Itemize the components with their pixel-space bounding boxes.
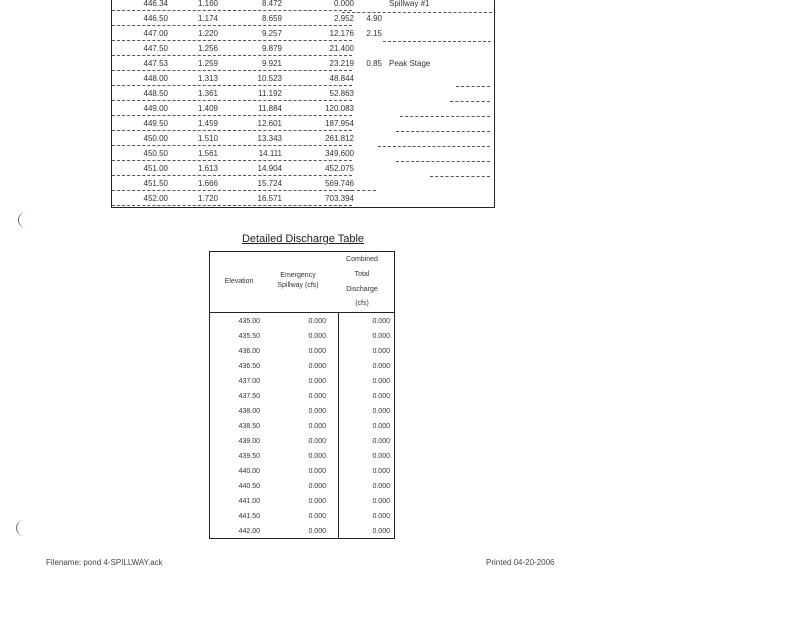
cell-total-discharge: 0.000: [372, 318, 390, 325]
cell-col2: 13.343: [257, 134, 282, 143]
detailed-table-title: Detailed Discharge Table: [241, 233, 365, 245]
scan-line: [430, 176, 490, 177]
cell-spillway: 0.000: [308, 318, 326, 325]
cell-col1: 1.220: [197, 29, 218, 38]
table-row: [112, 131, 494, 146]
cell-spillway: 0.000: [308, 393, 326, 400]
table-row: [112, 146, 494, 161]
cell-col2: 11.884: [258, 104, 282, 113]
cell-col3: 2.952: [333, 14, 354, 23]
table-row: [112, 86, 494, 101]
cell-spillway: 0.000: [308, 483, 326, 490]
cell-col3: 120.083: [325, 104, 354, 113]
cell-spillway: 0.000: [308, 363, 326, 370]
cell-col1: 1.409: [197, 104, 218, 113]
cell-elevation: 435.00: [238, 318, 260, 325]
cell-elevation: 437.00: [238, 378, 260, 385]
cell-col1: 1.259: [197, 59, 218, 68]
header-combined-4: (cfs): [355, 300, 369, 307]
cell-elevation: 449.00: [143, 104, 168, 113]
cell-col1: 1.720: [197, 194, 218, 203]
cell-spillway: 0.000: [308, 438, 326, 445]
cell-elevation: 451.00: [143, 164, 168, 173]
table-row: [112, 0, 494, 11]
cell-col3: 569.746: [325, 179, 354, 188]
cell-note-text: Spillway #1: [389, 0, 430, 8]
scan-line: [450, 101, 490, 102]
table-row: [112, 56, 494, 71]
scan-line: [396, 131, 490, 132]
cell-elevation: 441.00: [238, 498, 260, 505]
cell-col2: 8.472: [261, 0, 282, 8]
cell-spillway: 0.000: [308, 528, 326, 535]
table-row: [112, 26, 494, 41]
punch-hole-mark: [18, 212, 33, 228]
cell-note-text: Peak Stage: [389, 59, 431, 68]
table-header: [210, 252, 394, 313]
cell-col2: 14.904: [257, 164, 282, 173]
cell-spillway: 0.000: [308, 453, 326, 460]
cell-col2: 9.879: [261, 44, 282, 53]
table-row: [112, 161, 494, 176]
table-row: [210, 404, 394, 419]
cell-elevation: 435.50: [238, 333, 260, 340]
scan-line: [456, 86, 490, 87]
cell-elevation: 441.50: [238, 513, 260, 520]
cell-elevation: 449.50: [143, 119, 168, 128]
cell-total-discharge: 0.000: [372, 348, 390, 355]
cell-elevation: 440.50: [238, 483, 260, 490]
cell-elevation: 447.00: [143, 29, 168, 38]
table-row: [112, 11, 494, 26]
cell-total-discharge: 0.000: [372, 513, 390, 520]
cell-elevation: 438.00: [238, 408, 260, 415]
cell-spillway: 0.000: [308, 468, 326, 475]
cell-col1: 1.313: [197, 74, 218, 83]
cell-col3: 52.863: [329, 89, 354, 98]
table-row: [210, 389, 394, 404]
cell-spillway: 0.000: [308, 408, 326, 415]
cell-spillway: 0.000: [308, 423, 326, 430]
footer-filename: Filename: pond 4-SPILLWAY.ack: [46, 558, 163, 567]
table-row: [210, 449, 394, 464]
cell-col2: 9.921: [261, 59, 282, 68]
cell-total-discharge: 0.000: [372, 423, 390, 430]
header-combined-1: Combined: [346, 256, 378, 263]
cell-spillway: 0.000: [308, 348, 326, 355]
cell-elevation: 436.50: [238, 363, 260, 370]
cell-col2: 12.601: [257, 119, 282, 128]
cell-total-discharge: 0.000: [372, 498, 390, 505]
cell-spillway: 0.000: [308, 513, 326, 520]
table-row: [210, 494, 394, 509]
table-row: [210, 464, 394, 479]
header-elevation: Elevation: [224, 278, 254, 285]
cell-col1: 1.666: [197, 179, 218, 188]
cell-col1: 1.613: [197, 164, 218, 173]
detailed-discharge-table: [209, 251, 395, 539]
cell-col1: 1.361: [197, 89, 218, 98]
cell-col1: 1.174: [197, 14, 218, 23]
cell-elevation: 439.50: [238, 453, 260, 460]
table-row: [112, 176, 494, 191]
cell-elevation: 450.00: [143, 134, 168, 143]
cell-col2: 11.192: [258, 89, 282, 98]
cell-elevation: 442.00: [238, 528, 260, 535]
table-row: [210, 344, 394, 359]
cell-col3: 452.075: [325, 164, 354, 173]
cell-elevation: 437.50: [238, 393, 260, 400]
header-combined-2: Total: [354, 271, 370, 278]
cell-col2: 14.111: [258, 149, 282, 158]
cell-col1: 1.510: [197, 134, 218, 143]
cell-col2: 15.724: [257, 179, 282, 188]
cell-total-discharge: 0.000: [372, 333, 390, 340]
cell-spillway: 0.000: [308, 378, 326, 385]
cell-col3: 21.400: [329, 44, 354, 53]
cell-note-value: 0.85: [366, 59, 382, 68]
scan-line: [400, 116, 490, 117]
cell-total-discharge: 0.000: [372, 378, 390, 385]
scan-line: [346, 190, 376, 191]
table-row: [210, 374, 394, 389]
scan-line: [342, 12, 492, 13]
cell-col1: 1.256: [197, 44, 218, 53]
cell-elevation: 450.50: [143, 149, 168, 158]
cell-total-discharge: 0.000: [372, 393, 390, 400]
scan-line: [383, 41, 491, 42]
table-row: [210, 419, 394, 434]
cell-total-discharge: 0.000: [372, 363, 390, 370]
cell-total-discharge: 0.000: [372, 453, 390, 460]
table-row: [210, 314, 394, 329]
cell-col1: 1.459: [197, 119, 218, 128]
table-row: [112, 101, 494, 116]
table-row: [112, 191, 494, 206]
table-row: [112, 116, 494, 131]
scan-line: [378, 146, 490, 147]
cell-elevation: 446.34: [143, 0, 168, 8]
cell-col2: 8.659: [261, 14, 282, 23]
cell-col3: 12.176: [329, 29, 354, 38]
cell-spillway: 0.000: [308, 498, 326, 505]
cell-col2: 10.523: [257, 74, 282, 83]
cell-col1: 1.561: [197, 149, 218, 158]
cell-total-discharge: 0.000: [372, 483, 390, 490]
row-separator: [112, 205, 352, 206]
cell-total-discharge: 0.000: [372, 408, 390, 415]
cell-elevation: 446.50: [143, 14, 168, 23]
cell-elevation: 451.50: [143, 179, 168, 188]
table-row: [112, 71, 494, 86]
cell-col3: 23.219: [329, 59, 354, 68]
punch-hole-mark: [16, 520, 31, 536]
cell-elevation: 447.50: [143, 44, 168, 53]
cell-elevation: 448.50: [143, 89, 168, 98]
cell-col3: 261.812: [325, 134, 354, 143]
cell-col2: 16.571: [257, 194, 282, 203]
cell-col3: 349.600: [325, 149, 354, 158]
cell-elevation: 439.00: [238, 438, 260, 445]
header-spillway-2: Spillway (cfs): [277, 282, 319, 289]
cell-elevation: 452.00: [143, 194, 168, 203]
cell-col2: 9.257: [261, 29, 282, 38]
cell-col3: 187.954: [325, 119, 354, 128]
table-row: [112, 41, 494, 56]
cell-col3: 703.394: [325, 194, 354, 203]
table-row: [210, 479, 394, 494]
cell-total-discharge: 0.000: [372, 468, 390, 475]
table-row: [210, 329, 394, 344]
cell-spillway: 0.000: [308, 333, 326, 340]
cell-total-discharge: 0.000: [372, 528, 390, 535]
table-row: [210, 359, 394, 374]
table-row: [210, 509, 394, 524]
cell-note-value: 2.15: [366, 29, 382, 38]
table-row: [210, 434, 394, 449]
cell-col3: 0.000: [333, 0, 354, 8]
scan-line: [396, 161, 490, 162]
table-row: [210, 524, 394, 539]
cell-elevation: 447.53: [143, 59, 168, 68]
cell-note-value: 4.90: [366, 14, 382, 23]
cell-elevation: 438.50: [238, 423, 260, 430]
cell-total-discharge: 0.000: [372, 438, 390, 445]
header-spillway-1: Emergency: [280, 272, 316, 279]
cell-elevation: 436.00: [238, 348, 260, 355]
cell-col1: 1.160: [197, 0, 218, 8]
cell-col3: 48.844: [329, 74, 354, 83]
header-combined-3: Discharge: [346, 286, 378, 293]
cell-elevation: 448.00: [143, 74, 168, 83]
footer-printed-date: Printed 04-20-2006: [486, 558, 555, 567]
cell-elevation: 440.00: [238, 468, 260, 475]
